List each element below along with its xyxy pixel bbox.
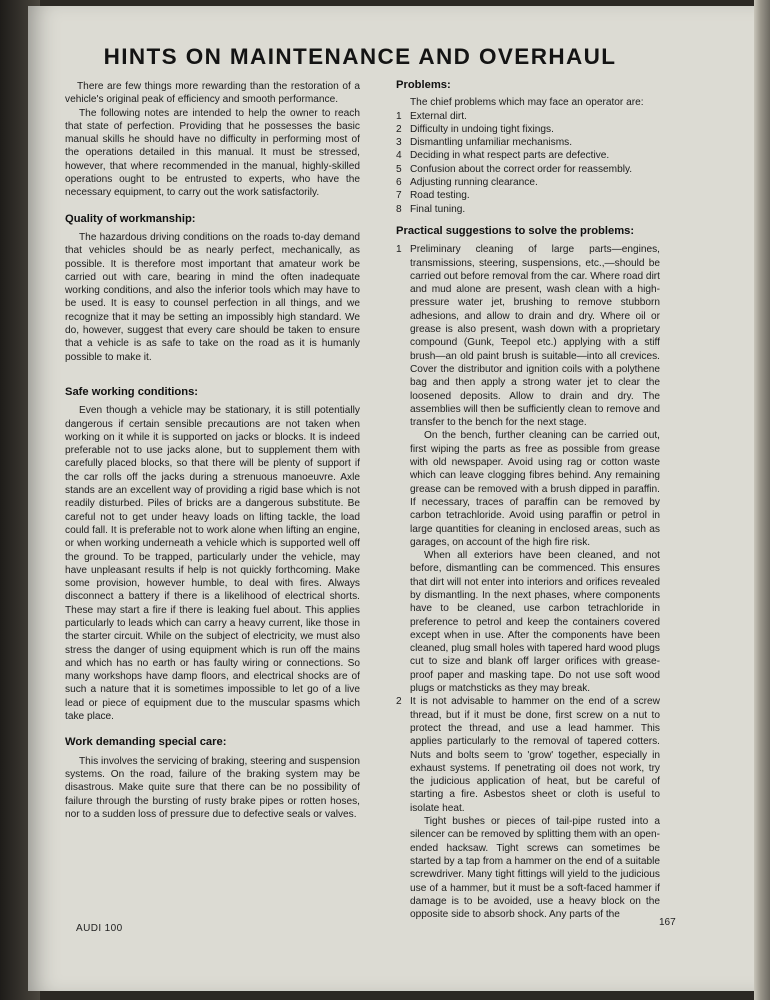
- suggestion-1-paragraph-2: On the bench, further cleaning can be carried out, first wiping the parts as free as possible from grease with old newspaper. Avoid using rag or cotton waste which can leave clogging fibres behind. Any remaining grease can be removed with a brush dipped in paraffin. If necessary, traces of paraffin can be removed by carbon tetrachloride. Avoid using paraffin or petrol in large quantities for cleaning in enclosed areas, such as garages, on account of the high fire risk.: [410, 430, 660, 548]
- special-care-heading: Work demanding special care:: [65, 736, 227, 749]
- suggestion-2: [396, 695, 660, 921]
- page-edge: [754, 0, 770, 1000]
- list-item: 6 Adjusting running clearance.: [396, 177, 538, 189]
- safe-working-heading: Safe working conditions:: [65, 385, 199, 398]
- list-item: 4 Deciding in what respect parts are defective.: [396, 150, 610, 162]
- suggestion-1: [396, 243, 660, 695]
- page-number: 167: [659, 917, 676, 928]
- safe-working-paragraph: Even though a vehicle may be stationary, it is still potentially dangerous if certain sensible precautions are not taken when working on it while it is supported on jacks or blocks. It is indeed preferable not to use jacks alone, but to supplement them with carefully placed blocks, so that there will be plenty of support if the car rolls off the jacks during a strenuous manoeuvre. Axle stands are an excellent way of providing a rigid base which is not readily disturbed. Piles of bricks are a dangerous substitute. Be careful not to get under heavy loads on lifting tackle, the load could fall. It is preferable not to work alone when lifting an engine, or when working underneath a vehicle which is supported well off the ground. To be trapped, particularly under the vehicle, may have unpleasant results if help is not quickly forthcoming. Make some provision, however humble, to deal with fires. Always disconnect a battery if there is a likelihood of electrical shorts. These may start a fire if there is leaking fuel about. This applies particularly to leads which can carry a heavy current, like those in the starter circuit. While on the subject of electricity, we must also stress the danger of using equipment which is run off the mains and which has no earth or has faulty wiring or connections. So many workshops have damp floors, and electrical shocks are of such a nature that it is sometimes impossible to let go of a live lead or piece of equipment due to the muscular spasms which take place.: [65, 405, 360, 723]
- suggestion-number: 2: [396, 696, 402, 708]
- suggestion-2-paragraph-1: It is not advisable to hammer on the end of a screw thread, but if it must be done, first screw on a nut to protect the thread, and use a lead hammer. This applies particularly to the removal of tapered cotters. Nuts and bolts seem to 'grow' together, especially in exhaust systems. If penetrating oil does not work, try the judicious application of heat, but be careful of starting a fire. Asbestos sheet or cloth is useful to isolate heat.: [410, 696, 660, 814]
- list-item: 1 External dirt.: [396, 110, 467, 122]
- intro-paragraph-2: The following notes are intended to help the owner to reach that state of perfection. Providing that he possesses the basic manual skills he should have no difficulty in performing most of the operations detailed in this manual. It must be stressed, however, that where recommended in the manual, highly-skilled operations ought to be entrusted to experts, who have the necessary equipment, to carry out the work satisfactorily.: [65, 107, 360, 199]
- footer-book-title: AUDI 100: [76, 923, 123, 934]
- list-item: 3 Dismantling unfamiliar mechanisms.: [396, 137, 573, 149]
- practical-heading: Practical suggestions to solve the problems:: [396, 224, 635, 237]
- intro-paragraph-1: There are few things more rewarding than the restoration of a vehicle's original peak of efficiency and smooth performance.: [65, 81, 360, 106]
- problems-heading: Problems:: [396, 79, 451, 91]
- suggestion-1-paragraph-1: Preliminary cleaning of large parts—engines, transmissions, steering, suspensions, etc.,—should be carried out before removal from the car. Where road dirt and mud alone are present, wash clean with a high-pressure water jet, brushing to remove stubborn adhesions, and allow to drain and dry. Where oil or grease is also present, wash down with a proprietary compound (Gunk, Teepol etc.) applying with a stiff brush—an old paint brush is suitable—into all crevices. Cover the distributor and ignition coils with a polythene bag and then apply a strong water jet to clear the loosened deposits. Allow to drain and dry. The assemblies will then be sufficiently clean to remove and transfer to the bench for the next stage.: [410, 244, 660, 429]
- list-item: 7 Road testing.: [396, 190, 470, 202]
- problems-list: [396, 110, 660, 216]
- suggestion-number: 1: [396, 244, 402, 256]
- left-column: [65, 80, 360, 821]
- list-item: 5 Confusion about the correct order for reassembly.: [396, 163, 633, 175]
- problems-intro: The chief problems which may face an operator are:: [410, 97, 644, 109]
- quality-paragraph: The hazardous driving conditions on the roads to-day demand that vehicles should be as nearly perfect, mechanically, as possible. It is therefore most important that amateur work be carried out with care, bearing in mind the often inadequate working conditions, and also the inferior tools which may have to be used. It is easy to counsel perfection in all things, and we recognize that it may be setting an impossibly high standard. We do, however, suggest that every care should be taken to ensure that a vehicle is as safe to take on the road as it is humanly possible to make it.: [65, 231, 360, 363]
- special-care-paragraph: This involves the servicing of braking, steering and suspension systems. On the road, failure of the braking system may be disastrous. Make quite sure that there can be no possibility of failure through the bursting of rusty brake pipes or rotten hoses, nor to a sudden loss of pressure due to defective seals or valves.: [65, 755, 360, 820]
- right-column: [396, 79, 660, 921]
- page-title: HINTS ON MAINTENANCE AND OVERHAUL: [103, 44, 617, 69]
- list-item: 8 Final tuning.: [396, 203, 466, 215]
- quality-heading: Quality of workmanship:: [65, 212, 196, 225]
- suggestion-2-paragraph-2: Tight bushes or pieces of tail-pipe rusted into a silencer can be removed by splitting them with an open-ended hacksaw. Tight screws can sometimes be started by a tap from a hammer on the end of a suitable screwdriver. Many tight fittings will yield to the judicious use of a hammer, but it must be a soft-faced hammer if damage is to be avoided, use a heavy block on the opposite side to absorb shock. Any parts of the: [410, 816, 660, 921]
- suggestion-1-paragraph-3: When all exteriors have been cleaned, and not before, dismantling can be commenced. This ensures that dirt will not enter into interiors and orifices revealed by dismantling. In the next phases, where components have to be cleaned, use carbon tetrachloride in preference to petrol and keep the containers covered except when in use. After the components have been cleaned, plug small holes with tapered hard wood plugs cut to size and blank off larger orifices with grease-proof paper and masking tape. Do not use soft wood plugs or matchsticks as they may break.: [410, 550, 660, 695]
- list-item: 2 Difficulty in undoing tight fixings.: [396, 123, 554, 135]
